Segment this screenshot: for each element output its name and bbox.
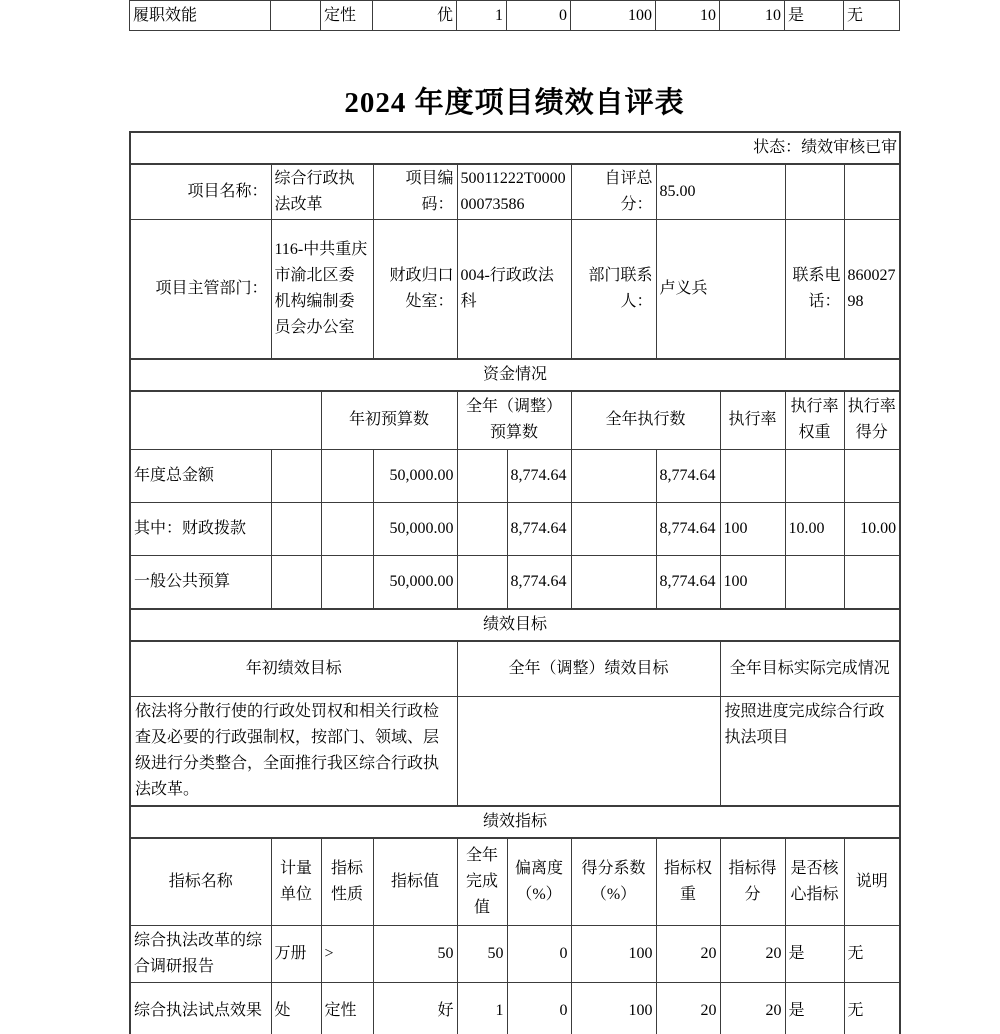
adjusted-budget-header: 全年（调整）预算数 bbox=[457, 391, 571, 450]
indicator-deviation-cell: 0 bbox=[507, 1, 571, 31]
empty-cell bbox=[321, 555, 373, 609]
indicators-section-row bbox=[130, 806, 900, 838]
indicator-completed-header: 全年完成值 bbox=[457, 838, 507, 926]
self-score-label: 自评总分： bbox=[571, 164, 656, 219]
indicator-note-cell: 无 bbox=[844, 982, 900, 1034]
initial-budget-cell: 50,000.00 bbox=[373, 449, 457, 502]
indicator-name-cell: 综合执法试点效果 bbox=[130, 982, 271, 1034]
indicator-value-cell: 优 bbox=[373, 1, 457, 31]
executed-header: 全年执行数 bbox=[571, 391, 720, 450]
self-score-value: 85.00 bbox=[656, 164, 785, 219]
funding-row-label: 一般公共预算 bbox=[130, 555, 271, 609]
indicator-coefficient-cell: 100 bbox=[571, 982, 656, 1034]
indicator-unit-cell bbox=[271, 1, 321, 31]
rate-weight-header: 执行率权重 bbox=[785, 391, 844, 450]
finance-office-label: 财政归口处室： bbox=[373, 219, 457, 359]
rate-weight-cell: 10.00 bbox=[785, 502, 844, 555]
indicator-score-cell: 10 bbox=[720, 1, 785, 31]
initial-budget-cell: 50,000.00 bbox=[373, 555, 457, 609]
indicator-coefficient-cell: 100 bbox=[571, 925, 656, 982]
funding-header-row bbox=[130, 391, 900, 450]
executed-cell: 8,774.64 bbox=[656, 449, 720, 502]
rate-header: 执行率 bbox=[720, 391, 785, 450]
indicator-core-cell: 是 bbox=[785, 925, 844, 982]
indicator-row bbox=[130, 982, 900, 1034]
empty-header-cell bbox=[130, 391, 321, 450]
rate-cell bbox=[720, 449, 785, 502]
empty-cell bbox=[571, 502, 656, 555]
goals-section-title: 绩效目标 bbox=[130, 609, 900, 641]
initial-goal-text: 依法将分散行使的行政处罚权和相关行政检查及必要的行政强制权，按部门、领域、层级进行分类整合，全面推行我区综合行政执法改革。 bbox=[130, 696, 457, 806]
phone-label: 联系电话： bbox=[785, 219, 844, 359]
empty-cell bbox=[321, 502, 373, 555]
adjusted-goal-text bbox=[457, 696, 720, 806]
indicator-note-header: 说明 bbox=[844, 838, 900, 926]
funding-row-label: 其中：财政拨款 bbox=[130, 502, 271, 555]
indicator-weight-header: 指标权重 bbox=[656, 838, 720, 926]
rate-weight-cell bbox=[785, 449, 844, 502]
empty-cell bbox=[457, 555, 507, 609]
dept-label: 项目主管部门： bbox=[130, 219, 271, 359]
adjusted-goal-header: 全年（调整）绩效目标 bbox=[457, 641, 720, 697]
indicator-weight-cell: 10 bbox=[656, 1, 720, 31]
indicator-unit-header: 计量单位 bbox=[271, 838, 321, 926]
rate-score-cell bbox=[844, 449, 900, 502]
indicator-deviation-cell: 0 bbox=[507, 925, 571, 982]
adjusted-budget-cell: 8,774.64 bbox=[507, 502, 571, 555]
indicator-completed-cell: 50 bbox=[457, 925, 507, 982]
contact-value: 卢义兵 bbox=[656, 219, 785, 359]
indicator-nature-cell: 定性 bbox=[321, 982, 373, 1034]
project-name-label: 项目名称： bbox=[130, 164, 271, 219]
empty-cell bbox=[844, 164, 900, 219]
initial-budget-header: 年初预算数 bbox=[321, 391, 457, 450]
indicator-note-cell: 无 bbox=[844, 925, 900, 982]
top-partial-indicator-table bbox=[129, 0, 900, 31]
empty-cell bbox=[571, 555, 656, 609]
empty-cell bbox=[457, 502, 507, 555]
indicator-unit-cell: 处 bbox=[271, 982, 321, 1034]
indicator-nature-header: 指标性质 bbox=[321, 838, 373, 926]
project-name-value: 综合行政执法改革 bbox=[271, 164, 373, 219]
indicator-completed-cell: 1 bbox=[457, 1, 507, 31]
empty-cell bbox=[571, 449, 656, 502]
indicator-completed-cell: 1 bbox=[457, 982, 507, 1034]
indicators-section-title: 绩效指标 bbox=[130, 806, 900, 838]
adjusted-budget-cell: 8,774.64 bbox=[507, 555, 571, 609]
indicator-score-header: 指标得分 bbox=[720, 838, 785, 926]
executed-cell: 8,774.64 bbox=[656, 502, 720, 555]
indicator-score-cell: 20 bbox=[720, 925, 785, 982]
contact-label: 部门联系人： bbox=[571, 219, 656, 359]
indicator-name-header: 指标名称 bbox=[130, 838, 271, 926]
funding-row-label: 年度总金额 bbox=[130, 449, 271, 502]
indicator-note-cell: 无 bbox=[844, 1, 900, 31]
dept-value: 116-中共重庆市渝北区委机构编制委员会办公室 bbox=[271, 219, 373, 359]
self-evaluation-table bbox=[129, 131, 901, 1034]
funding-row-fiscal bbox=[130, 502, 900, 555]
initial-budget-cell: 50,000.00 bbox=[373, 502, 457, 555]
indicator-nature-cell: > bbox=[321, 925, 373, 982]
initial-goal-header: 年初绩效目标 bbox=[130, 641, 457, 697]
funding-row-total bbox=[130, 449, 900, 502]
rate-score-cell: 10.00 bbox=[844, 502, 900, 555]
rate-weight-cell bbox=[785, 555, 844, 609]
executed-cell: 8,774.64 bbox=[656, 555, 720, 609]
indicator-coefficient-cell: 100 bbox=[571, 1, 656, 31]
indicator-core-cell: 是 bbox=[785, 982, 844, 1034]
indicator-core-header: 是否核心指标 bbox=[785, 838, 844, 926]
empty-cell bbox=[271, 449, 321, 502]
indicator-name-cell: 综合执法改革的综合调研报告 bbox=[130, 925, 271, 982]
empty-cell bbox=[785, 164, 844, 219]
rate-cell: 100 bbox=[720, 555, 785, 609]
finance-office-value: 004-行政政法科 bbox=[457, 219, 571, 359]
funding-section-row bbox=[130, 359, 900, 391]
indicator-weight-cell: 20 bbox=[656, 925, 720, 982]
indicator-weight-cell: 20 bbox=[656, 982, 720, 1034]
status-row bbox=[130, 132, 900, 164]
status-text: 状态：绩效审核已审 bbox=[130, 132, 900, 164]
empty-cell bbox=[321, 449, 373, 502]
indicator-value-header: 指标值 bbox=[373, 838, 457, 926]
table-row bbox=[130, 1, 900, 31]
empty-cell bbox=[271, 502, 321, 555]
indicator-value-cell: 好 bbox=[373, 982, 457, 1034]
goals-content-row bbox=[130, 696, 900, 806]
empty-cell bbox=[457, 449, 507, 502]
rate-score-header: 执行率得分 bbox=[844, 391, 900, 450]
project-name-row bbox=[130, 164, 900, 219]
funding-row-public-budget bbox=[130, 555, 900, 609]
indicator-deviation-cell: 0 bbox=[507, 982, 571, 1034]
indicator-coefficient-header: 得分系数（%） bbox=[571, 838, 656, 926]
adjusted-budget-cell: 8,774.64 bbox=[507, 449, 571, 502]
indicators-header-row bbox=[130, 838, 900, 926]
empty-cell bbox=[271, 555, 321, 609]
project-dept-row bbox=[130, 219, 900, 359]
rate-score-cell bbox=[844, 555, 900, 609]
page-title: 2024 年度项目绩效自评表 bbox=[344, 87, 685, 119]
actual-completion-header: 全年目标实际完成情况 bbox=[720, 641, 900, 697]
indicator-score-cell: 20 bbox=[720, 982, 785, 1034]
indicator-row bbox=[130, 925, 900, 982]
project-code-label: 项目编码： bbox=[373, 164, 457, 219]
actual-completion-text: 按照进度完成综合行政执法项目 bbox=[720, 696, 900, 806]
indicator-value-cell: 50 bbox=[373, 925, 457, 982]
indicator-name-cell: 履职效能 bbox=[130, 1, 271, 31]
indicator-nature-cell: 定性 bbox=[321, 1, 373, 31]
indicator-unit-cell: 万册 bbox=[271, 925, 321, 982]
indicator-core-cell: 是 bbox=[785, 1, 844, 31]
goals-header-row bbox=[130, 641, 900, 697]
goals-section-row bbox=[130, 609, 900, 641]
rate-cell: 100 bbox=[720, 502, 785, 555]
project-code-value: 50011222T000000073586 bbox=[457, 164, 571, 219]
funding-section-title: 资金情况 bbox=[130, 359, 900, 391]
indicator-deviation-header: 偏离度（%） bbox=[507, 838, 571, 926]
phone-value: 86002798 bbox=[844, 219, 900, 359]
